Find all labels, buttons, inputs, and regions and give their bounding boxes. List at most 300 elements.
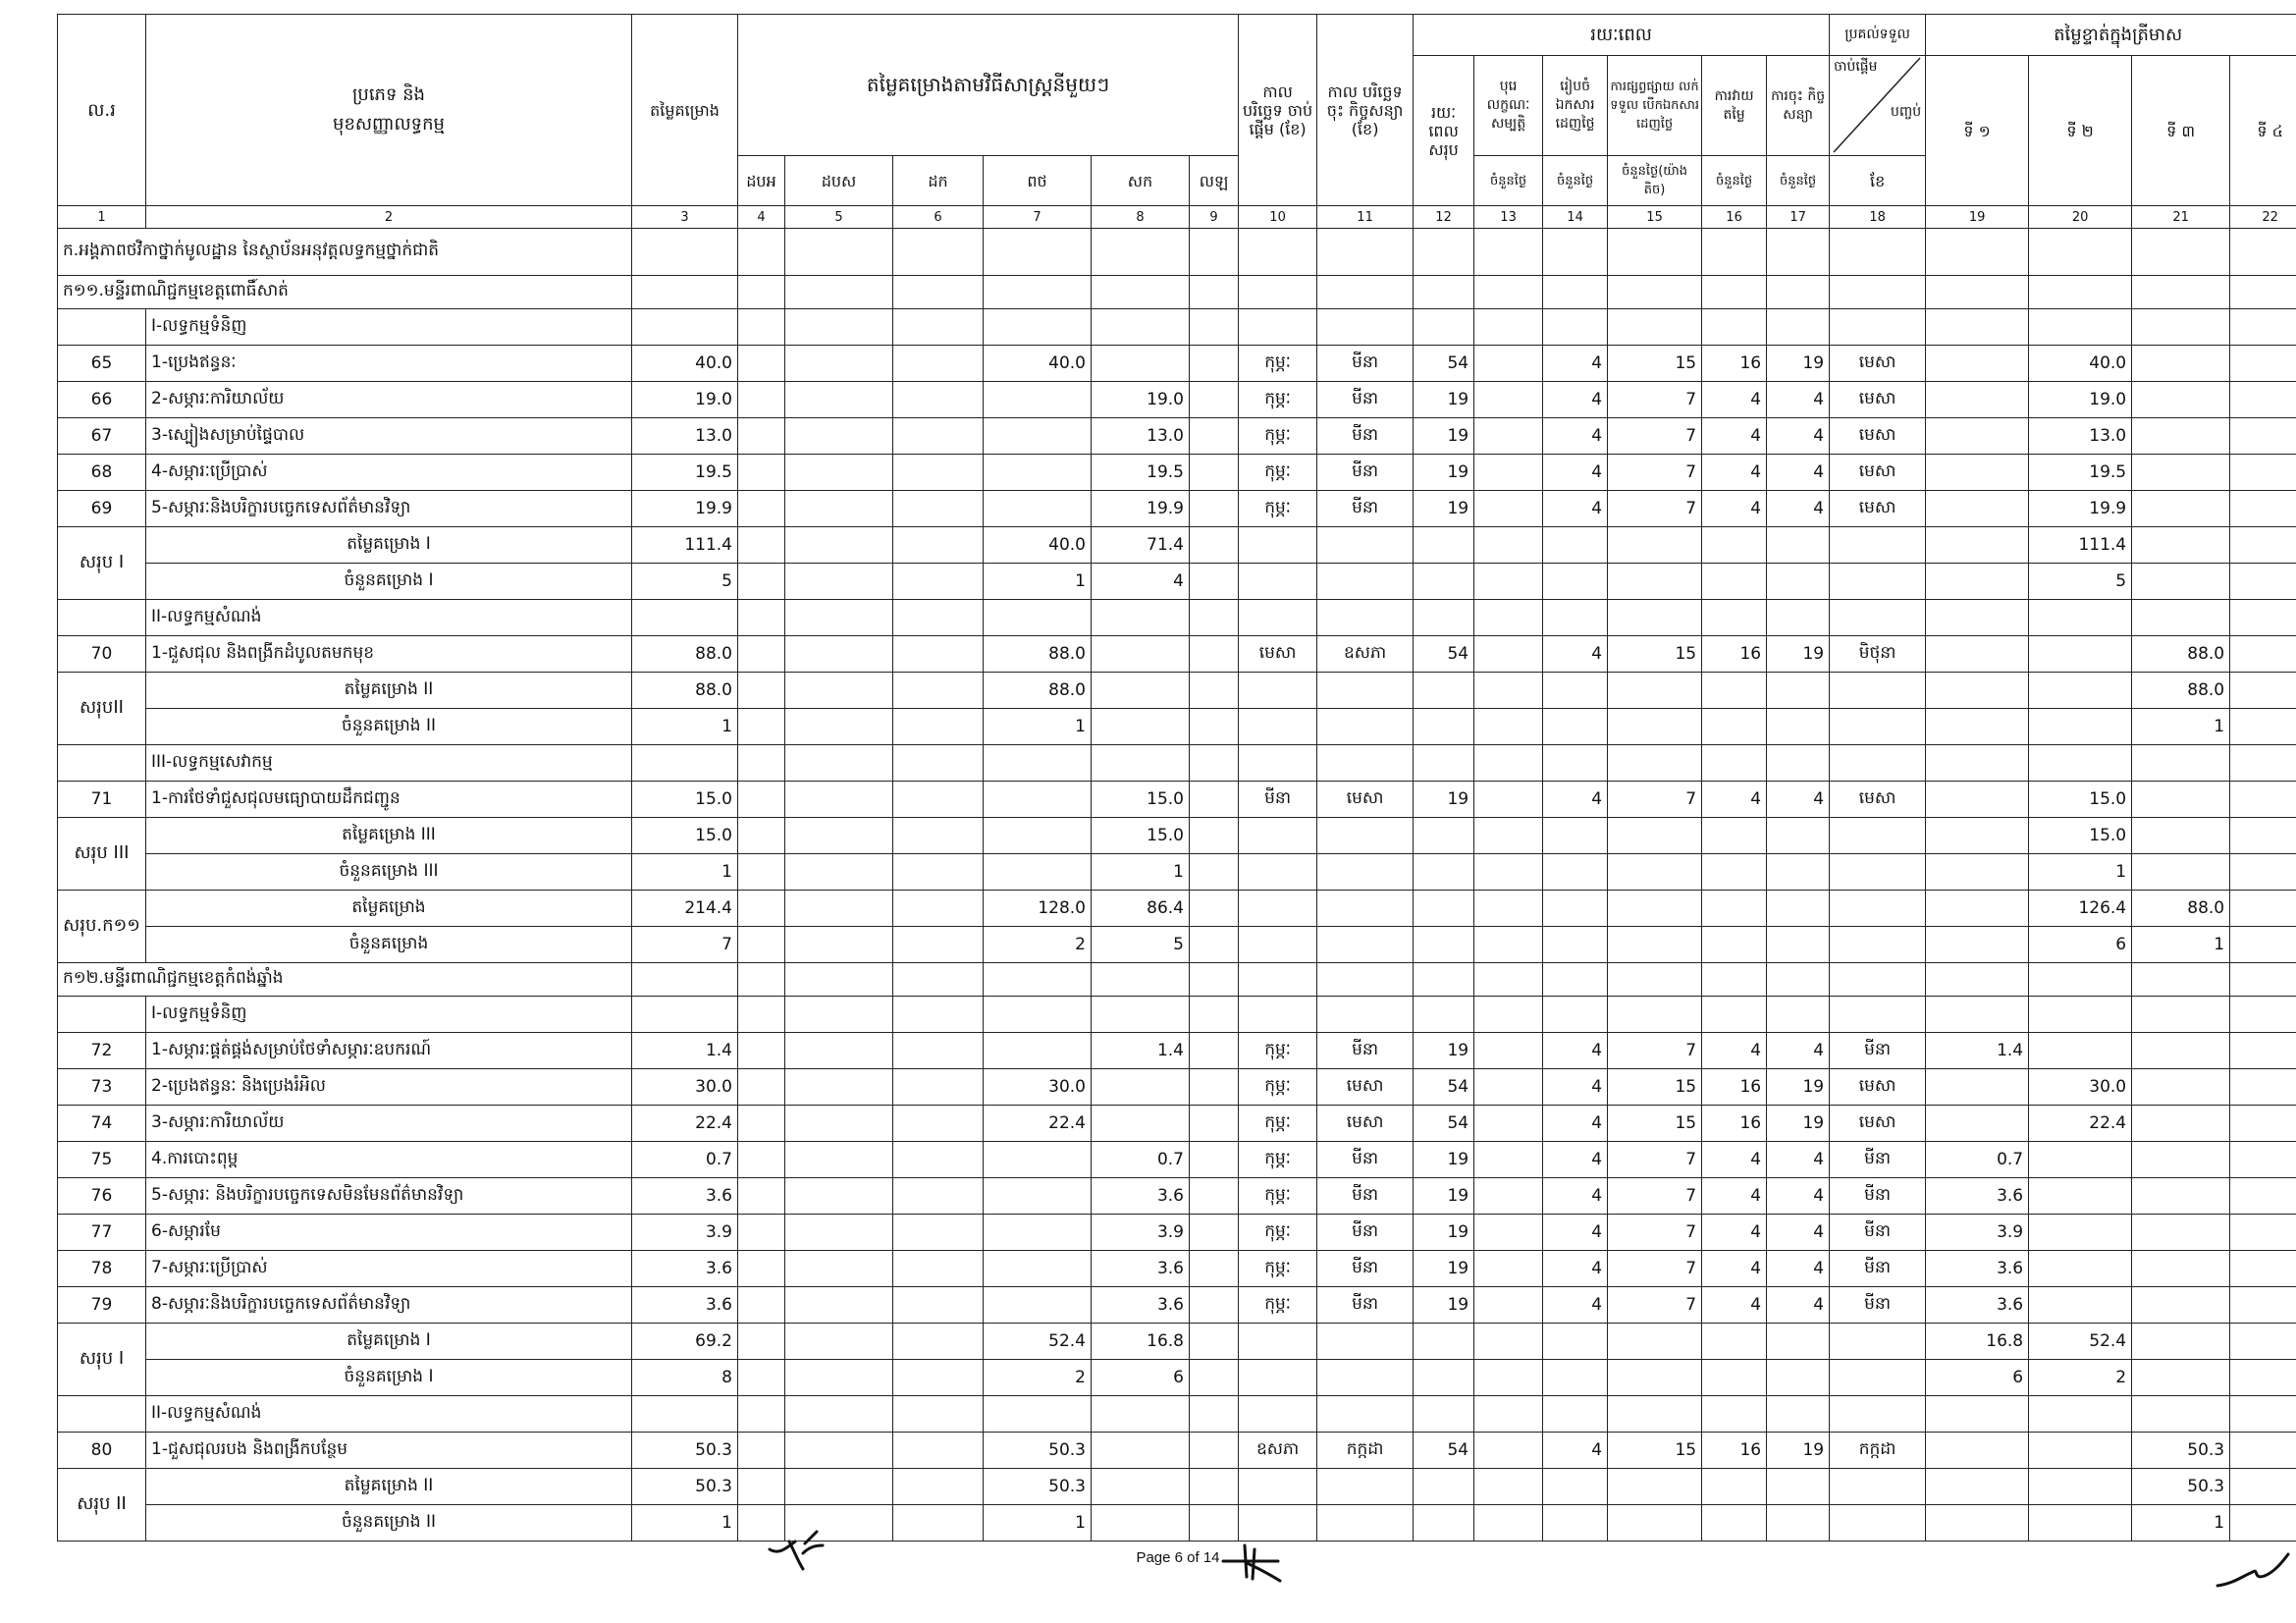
table-cell bbox=[2230, 491, 2296, 527]
table-cell: 19 bbox=[1414, 455, 1474, 491]
empty-cell bbox=[58, 745, 146, 782]
procurement-plan-sheet bbox=[57, 14, 2283, 1542]
table-cell: 4 bbox=[1702, 1033, 1767, 1069]
subtotal-value: 2 bbox=[984, 1360, 1092, 1396]
empty-cell bbox=[893, 1396, 984, 1433]
section-k12-title: ក១២.មន្ទីរពាណិជ្ជកម្មខេត្តកំពង់ឆ្នាំង bbox=[58, 963, 632, 997]
empty-cell bbox=[738, 276, 785, 309]
subtotal-value bbox=[1543, 1360, 1608, 1396]
empty-cell bbox=[2132, 745, 2230, 782]
table-cell bbox=[785, 455, 893, 491]
table-cell bbox=[785, 1215, 893, 1251]
empty-cell bbox=[1608, 997, 1702, 1033]
table-cell bbox=[1190, 782, 1239, 818]
empty-cell bbox=[1190, 309, 1239, 346]
subtotal-value bbox=[1190, 709, 1239, 745]
empty-cell bbox=[785, 309, 893, 346]
table-cell: មីនា bbox=[1830, 1215, 1926, 1251]
subtotal-value bbox=[2132, 1360, 2230, 1396]
column-number: 3 bbox=[632, 206, 738, 229]
header-quarter-3: ទី ៣ bbox=[2132, 56, 2230, 206]
table-cell bbox=[893, 1069, 984, 1106]
table-cell bbox=[893, 1251, 984, 1287]
group-k12-works-title: II-លទ្ធកម្មសំណង់ bbox=[146, 1396, 632, 1433]
header-source-1: ដបអ bbox=[738, 156, 785, 206]
table-cell: 3-ស្បៀងសម្រាប់ផ្ទៃបាល bbox=[146, 418, 632, 455]
table-cell: មីនា bbox=[1317, 1251, 1414, 1287]
table-row bbox=[58, 1033, 2296, 1069]
table-cell: 7 bbox=[1608, 1215, 1702, 1251]
table-cell bbox=[1092, 1433, 1190, 1469]
table-cell: 19 bbox=[1767, 1106, 1830, 1142]
subtotal-value bbox=[785, 891, 893, 927]
table-cell: 78 bbox=[58, 1251, 146, 1287]
table-cell: 4 bbox=[1702, 382, 1767, 418]
subtotal-value bbox=[1543, 673, 1608, 709]
table-cell bbox=[785, 1178, 893, 1215]
table-cell: 19 bbox=[1414, 382, 1474, 418]
empty-cell bbox=[1543, 276, 1608, 309]
subtotal-count-label: ចំនួនគម្រោង I bbox=[146, 1360, 632, 1396]
subtotal-value: 5 bbox=[2029, 564, 2132, 600]
section-k11-title: ក១១.មន្ទីរពាណិជ្ជកម្មខេត្តពោធិ៍សាត់ bbox=[58, 276, 632, 309]
section-main-title: ក.អង្គភាពថវិកាថ្នាក់មូលដ្ឋាន នៃស្ថាប័នអនុវត្តលទ្ធកម្មថ្នាក់ជាតិ bbox=[58, 229, 632, 276]
table-cell: មីនា bbox=[1317, 1287, 1414, 1324]
table-cell: 15.0 bbox=[632, 782, 738, 818]
subtotal-value bbox=[2230, 673, 2296, 709]
empty-cell bbox=[1543, 997, 1608, 1033]
empty-cell bbox=[1543, 745, 1608, 782]
table-cell bbox=[1926, 1106, 2029, 1142]
table-cell: មេសា bbox=[1317, 1069, 1414, 1106]
table-cell bbox=[893, 346, 984, 382]
empty-cell bbox=[1474, 229, 1543, 276]
subtotal-value bbox=[1830, 891, 1926, 927]
subtotal-value bbox=[2029, 1505, 2132, 1542]
table-cell: 19 bbox=[1767, 1433, 1830, 1469]
subtotal-count-row bbox=[58, 1505, 2296, 1542]
subtotal-value bbox=[1190, 891, 1239, 927]
empty-cell bbox=[1092, 276, 1190, 309]
table-cell: កុម្ភៈ bbox=[1239, 1215, 1317, 1251]
subtotal-value bbox=[1767, 1505, 1830, 1542]
column-number: 6 bbox=[893, 206, 984, 229]
table-cell: 7 bbox=[1608, 1251, 1702, 1287]
header-estimated-cost: តម្លៃគម្រោង bbox=[632, 15, 738, 206]
empty-cell bbox=[785, 276, 893, 309]
table-cell: 4 bbox=[1702, 418, 1767, 455]
table-cell: 16 bbox=[1702, 636, 1767, 673]
empty-cell bbox=[1767, 276, 1830, 309]
table-cell: 19.9 bbox=[2029, 491, 2132, 527]
table-cell: 30.0 bbox=[2029, 1069, 2132, 1106]
empty-cell bbox=[1414, 963, 1474, 997]
table-cell: 4 bbox=[1543, 1433, 1608, 1469]
table-cell bbox=[2132, 1215, 2230, 1251]
table-cell bbox=[1474, 491, 1543, 527]
header-evaluation: ការវាយ តម្លៃ bbox=[1702, 56, 1767, 156]
subtotal-value bbox=[738, 891, 785, 927]
subtotal-count-row bbox=[58, 709, 2296, 745]
subtotal-value: 6 bbox=[2029, 927, 2132, 963]
section-k12 bbox=[58, 963, 2296, 997]
subtotal-value bbox=[1767, 564, 1830, 600]
table-cell: មីនា bbox=[1317, 491, 1414, 527]
group-k12-goods-title: I-លទ្ធកម្មទំនិញ bbox=[146, 997, 632, 1033]
table-row bbox=[58, 1142, 2296, 1178]
table-cell: 7 bbox=[1608, 418, 1702, 455]
table-cell: ឧសភា bbox=[1317, 636, 1414, 673]
table-cell bbox=[1190, 491, 1239, 527]
table-cell bbox=[738, 491, 785, 527]
empty-cell bbox=[1092, 745, 1190, 782]
table-cell bbox=[893, 636, 984, 673]
table-cell bbox=[1474, 1106, 1543, 1142]
subtotal-value: 111.4 bbox=[2029, 527, 2132, 564]
subtotal-value bbox=[1608, 1469, 1702, 1505]
subtotal-value bbox=[1092, 1505, 1190, 1542]
subtotal-value: 1 bbox=[2132, 927, 2230, 963]
table-cell: 3.6 bbox=[1926, 1287, 2029, 1324]
table-cell: 4 bbox=[1767, 418, 1830, 455]
table-cell: 1.4 bbox=[1926, 1033, 2029, 1069]
subtotal-value: 15.0 bbox=[1092, 818, 1190, 854]
table-cell: 4 bbox=[1767, 1215, 1830, 1251]
subtotal-value: 40.0 bbox=[984, 527, 1092, 564]
table-cell: 3.6 bbox=[1926, 1251, 2029, 1287]
subtotal-value bbox=[1926, 927, 2029, 963]
empty-cell bbox=[785, 745, 893, 782]
column-number: 4 bbox=[738, 206, 785, 229]
table-row bbox=[58, 636, 2296, 673]
empty-cell bbox=[1317, 309, 1414, 346]
group-k11-services-title: III-លទ្ធកម្មសេវាកម្ម bbox=[146, 745, 632, 782]
empty-cell bbox=[2230, 963, 2296, 997]
empty-cell bbox=[1414, 745, 1474, 782]
subtotal-value: 1 bbox=[984, 564, 1092, 600]
table-cell: 3.6 bbox=[632, 1287, 738, 1324]
table-cell: 4 bbox=[1767, 1251, 1830, 1287]
table-cell bbox=[1190, 1433, 1239, 1469]
subtotal-value: 126.4 bbox=[2029, 891, 2132, 927]
table-cell: មេសា bbox=[1317, 1106, 1414, 1142]
table-cell: 15 bbox=[1608, 636, 1702, 673]
column-number: 18 bbox=[1830, 206, 1926, 229]
empty-cell bbox=[2029, 745, 2132, 782]
table-cell: មេសា bbox=[1830, 782, 1926, 818]
empty-cell bbox=[1092, 997, 1190, 1033]
subtotal-value bbox=[893, 564, 984, 600]
subtotal-label: សរុបII bbox=[58, 673, 146, 745]
table-cell bbox=[1474, 782, 1543, 818]
table-row bbox=[58, 1287, 2296, 1324]
subtotal-value: 1 bbox=[632, 854, 738, 891]
column-number: 13 bbox=[1474, 206, 1543, 229]
table-cell: មិថុនា bbox=[1830, 636, 1926, 673]
subtotal-value bbox=[1239, 927, 1317, 963]
subtotal-value bbox=[1830, 1469, 1926, 1505]
subtotal-value bbox=[1543, 854, 1608, 891]
column-number: 16 bbox=[1702, 206, 1767, 229]
subtotal-value: 1 bbox=[2029, 854, 2132, 891]
subtotal-value bbox=[1543, 1505, 1608, 1542]
empty-cell bbox=[2230, 276, 2296, 309]
subtotal-value bbox=[1926, 854, 2029, 891]
table-cell: 16 bbox=[1702, 1106, 1767, 1142]
table-cell: 3.6 bbox=[632, 1251, 738, 1287]
empty-cell bbox=[2132, 963, 2230, 997]
subtotal-value bbox=[984, 818, 1092, 854]
group-k12-works bbox=[58, 1396, 2296, 1433]
empty-cell bbox=[1926, 745, 2029, 782]
table-cell: 13.0 bbox=[2029, 418, 2132, 455]
subtotal-value bbox=[2132, 854, 2230, 891]
header-source-4: ពថ bbox=[984, 156, 1092, 206]
subtotal-value bbox=[1239, 1469, 1317, 1505]
subtotal-value bbox=[893, 927, 984, 963]
subtotal-value bbox=[2230, 709, 2296, 745]
table-cell: មេសា bbox=[1239, 636, 1317, 673]
subtotal-value bbox=[1543, 1469, 1608, 1505]
empty-cell bbox=[893, 600, 984, 636]
empty-cell bbox=[984, 963, 1092, 997]
group-k11-services bbox=[58, 745, 2296, 782]
table-cell: 15.0 bbox=[2029, 782, 2132, 818]
subtotal-value bbox=[1092, 709, 1190, 745]
subtotal-value bbox=[2230, 854, 2296, 891]
table-cell bbox=[738, 1033, 785, 1069]
subtotal-value bbox=[1239, 1324, 1317, 1360]
table-cell: 8-សម្ភារៈនិងបរិក្ខារបច្ចេកទេសព័ត៌មានវិទ្យា bbox=[146, 1287, 632, 1324]
table-cell: 3.9 bbox=[1926, 1215, 2029, 1251]
column-number: 1 bbox=[58, 206, 146, 229]
table-cell bbox=[893, 1433, 984, 1469]
header-total-duration: រយៈ ពេល សរុប bbox=[1414, 56, 1474, 206]
subtotal-value bbox=[893, 854, 984, 891]
subtotal-value: 2 bbox=[984, 927, 1092, 963]
table-cell bbox=[2132, 1251, 2230, 1287]
empty-cell bbox=[1830, 1396, 1926, 1433]
empty-cell bbox=[1830, 963, 1926, 997]
subtotal-value bbox=[1767, 818, 1830, 854]
subtotal-value bbox=[1830, 854, 1926, 891]
table-cell bbox=[738, 382, 785, 418]
table-cell: 5-សម្ភារៈនិងបរិក្ខារបច្ចេកទេសព័ត៌មានវិទ្យា bbox=[146, 491, 632, 527]
subtotal-value bbox=[893, 1360, 984, 1396]
empty-cell bbox=[1092, 309, 1190, 346]
subtotal-value bbox=[893, 709, 984, 745]
empty-cell bbox=[1474, 309, 1543, 346]
table-cell bbox=[2230, 1069, 2296, 1106]
table-cell: 4 bbox=[1543, 382, 1608, 418]
table-cell: 13.0 bbox=[1092, 418, 1190, 455]
table-cell bbox=[1092, 1106, 1190, 1142]
subtotal-value bbox=[1414, 673, 1474, 709]
table-cell: កុម្ភៈ bbox=[1239, 1287, 1317, 1324]
table-cell: 19.0 bbox=[1092, 382, 1190, 418]
table-cell: 19 bbox=[1414, 1178, 1474, 1215]
table-cell: មេសា bbox=[1317, 782, 1414, 818]
table-row bbox=[58, 1433, 2296, 1469]
table-row bbox=[58, 1069, 2296, 1106]
table-cell bbox=[893, 1106, 984, 1142]
table-cell: 2-សម្ភារៈការិយាល័យ bbox=[146, 382, 632, 418]
subtotal-value: 1 bbox=[632, 1505, 738, 1542]
table-cell: មីនា bbox=[1317, 1215, 1414, 1251]
empty-cell bbox=[2230, 997, 2296, 1033]
subtotal-value bbox=[1830, 927, 1926, 963]
table-cell: 88.0 bbox=[632, 636, 738, 673]
table-cell bbox=[1190, 346, 1239, 382]
table-cell bbox=[893, 491, 984, 527]
subtotal-value bbox=[1190, 1505, 1239, 1542]
table-cell bbox=[984, 455, 1092, 491]
subtotal-value: 128.0 bbox=[984, 891, 1092, 927]
table-cell: 3.6 bbox=[1092, 1178, 1190, 1215]
table-cell bbox=[738, 1142, 785, 1178]
empty-cell bbox=[1414, 276, 1474, 309]
table-cell bbox=[2230, 636, 2296, 673]
table-row bbox=[58, 382, 2296, 418]
column-number: 12 bbox=[1414, 206, 1474, 229]
subtotal-count-label: ចំនួនគម្រោង bbox=[146, 927, 632, 963]
empty-cell bbox=[1926, 600, 2029, 636]
empty-cell bbox=[1608, 276, 1702, 309]
empty-cell bbox=[2029, 309, 2132, 346]
header-advertise: ការផ្សព្វផ្សាយ លក់ ទទួល បើកឯកសារ ដេញថ្លៃ bbox=[1608, 56, 1702, 156]
empty-cell bbox=[2230, 309, 2296, 346]
table-cell bbox=[1092, 346, 1190, 382]
subtotal-value: 1 bbox=[2132, 1505, 2230, 1542]
table-cell: 19 bbox=[1414, 1215, 1474, 1251]
table-cell: 71 bbox=[58, 782, 146, 818]
table-cell: កុម្ភៈ bbox=[1239, 346, 1317, 382]
header-quarter-1: ទី ១ bbox=[1926, 56, 2029, 206]
subtotal-value bbox=[1414, 1360, 1474, 1396]
subtotal-value bbox=[893, 818, 984, 854]
table-cell: 22.4 bbox=[984, 1106, 1092, 1142]
empty-cell bbox=[1543, 963, 1608, 997]
table-cell: 54 bbox=[1414, 636, 1474, 673]
subtotal-value bbox=[1830, 818, 1926, 854]
table-cell: 30.0 bbox=[984, 1069, 1092, 1106]
table-cell: 40.0 bbox=[632, 346, 738, 382]
header-prequal: បុរេ លក្ខណៈ សម្បត្តិ bbox=[1474, 56, 1543, 156]
empty-cell bbox=[1239, 229, 1317, 276]
table-cell: 0.7 bbox=[632, 1142, 738, 1178]
table-cell: កុម្ភៈ bbox=[1239, 382, 1317, 418]
empty-cell bbox=[1474, 600, 1543, 636]
subtotal-value bbox=[1474, 1469, 1543, 1505]
subtotal-value bbox=[1543, 927, 1608, 963]
empty-cell bbox=[1239, 963, 1317, 997]
table-cell bbox=[2029, 636, 2132, 673]
table-cell bbox=[785, 782, 893, 818]
table-cell: 72 bbox=[58, 1033, 146, 1069]
table-cell bbox=[1474, 1433, 1543, 1469]
empty-cell bbox=[984, 997, 1092, 1033]
table-cell: 3-សម្ភារៈការិយាល័យ bbox=[146, 1106, 632, 1142]
subtotal-value bbox=[785, 854, 893, 891]
table-cell: 74 bbox=[58, 1106, 146, 1142]
subtotal-value bbox=[1414, 527, 1474, 564]
table-cell: 4.ការបោះពុម្ព bbox=[146, 1142, 632, 1178]
subtotal-value bbox=[893, 527, 984, 564]
table-cell bbox=[738, 782, 785, 818]
subtotal-value bbox=[1239, 709, 1317, 745]
subtotal-value bbox=[1767, 891, 1830, 927]
subtotal-value bbox=[1317, 1360, 1414, 1396]
subtotal-value bbox=[2230, 1469, 2296, 1505]
subtotal-value bbox=[738, 709, 785, 745]
empty-cell bbox=[2029, 963, 2132, 997]
empty-cell bbox=[785, 1396, 893, 1433]
subtotal-value: 5 bbox=[632, 564, 738, 600]
table-cell bbox=[1474, 418, 1543, 455]
subtotal-value: 15.0 bbox=[632, 818, 738, 854]
table-cell: 19 bbox=[1414, 1142, 1474, 1178]
table-cell bbox=[1926, 491, 2029, 527]
subtotal-value bbox=[738, 1324, 785, 1360]
table-cell bbox=[984, 1215, 1092, 1251]
table-cell bbox=[1926, 782, 2029, 818]
table-cell bbox=[893, 382, 984, 418]
table-cell bbox=[2132, 418, 2230, 455]
header-days-14: ចំនួនថ្ងៃ bbox=[1543, 156, 1608, 206]
table-cell bbox=[2132, 1142, 2230, 1178]
subtotal-value bbox=[1239, 564, 1317, 600]
table-cell bbox=[2132, 1106, 2230, 1142]
subtotal-value: 88.0 bbox=[984, 673, 1092, 709]
subtotal-value bbox=[2230, 1360, 2296, 1396]
table-cell bbox=[785, 636, 893, 673]
group-k12-goods bbox=[58, 997, 2296, 1033]
table-cell bbox=[984, 491, 1092, 527]
table-cell: មីនា bbox=[1317, 346, 1414, 382]
header-days-17: ចំនួនថ្ងៃ bbox=[1767, 156, 1830, 206]
table-cell: 69 bbox=[58, 491, 146, 527]
table-cell: 15 bbox=[1608, 1069, 1702, 1106]
empty-cell bbox=[984, 276, 1092, 309]
subtotal-value bbox=[1608, 854, 1702, 891]
subtotal-count-label: ចំនួនគម្រោង I bbox=[146, 564, 632, 600]
empty-cell bbox=[1830, 276, 1926, 309]
subtotal-value bbox=[1317, 927, 1414, 963]
table-cell bbox=[738, 1433, 785, 1469]
subtotal-value bbox=[1830, 527, 1926, 564]
subtotal-value bbox=[1317, 527, 1414, 564]
empty-cell bbox=[1702, 309, 1767, 346]
subtotal-value: 71.4 bbox=[1092, 527, 1190, 564]
header-month: ខែ bbox=[1830, 156, 1926, 206]
table-cell bbox=[1190, 1178, 1239, 1215]
table-cell: 22.4 bbox=[2029, 1106, 2132, 1142]
table-cell: 15 bbox=[1608, 1433, 1702, 1469]
subtotal-value: 88.0 bbox=[2132, 673, 2230, 709]
table-cell bbox=[984, 1178, 1092, 1215]
table-cell bbox=[984, 782, 1092, 818]
empty-cell bbox=[1092, 600, 1190, 636]
table-cell bbox=[2029, 1178, 2132, 1215]
subtotal-value bbox=[1830, 1505, 1926, 1542]
table-cell: 1-សម្ភារៈផ្គត់ផ្គង់សម្រាប់ថែទាំសម្ភារៈឧបករណ៍ bbox=[146, 1033, 632, 1069]
table-cell bbox=[1190, 1106, 1239, 1142]
table-cell bbox=[1474, 455, 1543, 491]
table-cell: 0.7 bbox=[1926, 1142, 2029, 1178]
subtotal-value: 86.4 bbox=[1092, 891, 1190, 927]
table-cell: មីនា bbox=[1830, 1178, 1926, 1215]
subtotal-label: សរុប I bbox=[58, 1324, 146, 1396]
